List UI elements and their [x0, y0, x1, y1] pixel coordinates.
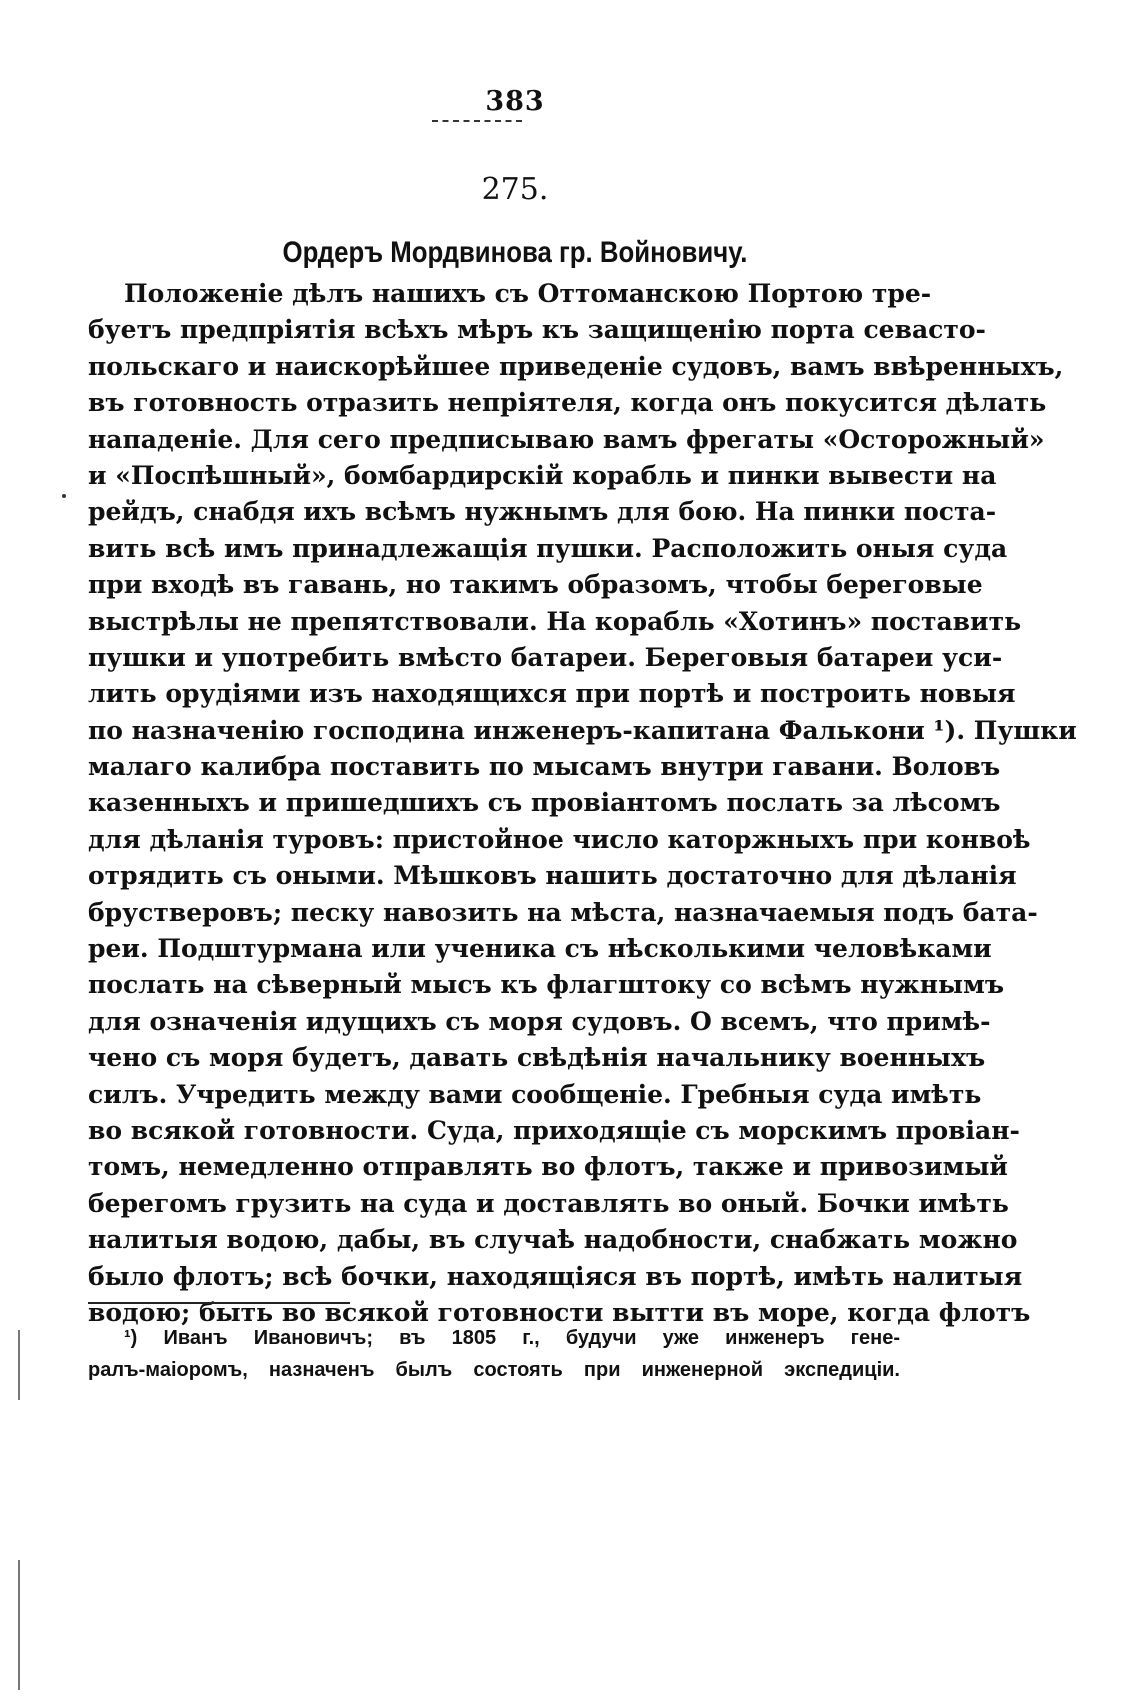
text-line: послать на сѣверный мысъ къ флагштоку со всѣмъ нужнымъ: [88, 970, 1005, 1000]
text-line: при входѣ въ гавань, но такимъ образомъ, чтобы береговые: [88, 570, 983, 600]
text-line: рейдъ, снабдя ихъ всѣмъ нужнымъ для бою. На пинки поста-: [88, 497, 997, 527]
page-number-rule: [432, 120, 522, 122]
text-line: томъ, немедленно отправлять во флотъ, также и привозимый: [88, 1152, 1008, 1182]
footnote-line: ралъ-маіоромъ, назначенъ былъ состоять при инженерной экспедиціи.: [88, 1359, 900, 1381]
text-line: отрядить съ оными. Мѣшковъ нашить достаточно для дѣланія: [88, 861, 1017, 891]
text-line: чено съ моря будетъ, давать свѣдѣнія начальнику военныхъ: [88, 1043, 986, 1073]
text-line: польскаго и наискорѣйшее приведеніе судовъ, вамъ ввѣренныхъ,: [88, 351, 1064, 381]
text-line: малаго калибра поставить по мысамъ внутри гавани. Воловъ: [88, 752, 1001, 782]
text-line: брустверовъ; песку навозить на мѣста, назначаемыя подъ бата-: [88, 897, 1038, 927]
text-line: налитыя водою, дабы, въ случаѣ надобности, снабжать можно: [88, 1225, 1018, 1255]
text-line: было флотъ; всѣ бочки, находящіяся въ портѣ, имѣть налитыя: [88, 1261, 1023, 1291]
footnote-line: ¹) Иванъ Ивановичъ; въ 1805 г., будучи уже инженеръ гене-: [124, 1327, 900, 1349]
document-number: 275.: [481, 172, 549, 207]
body-text: [88, 276, 1077, 1331]
text-line: реи. Подштурмана или ученика съ нѣсколькими человѣками: [88, 934, 992, 964]
text-line: пушки и употребить вмѣсто батареи. Береговыя батареи уси-: [88, 642, 1003, 672]
text-line: вить всѣ имъ принадлежащія пушки. Расположить оныя суда: [88, 533, 1008, 563]
text-line: во всякой готовности. Суда, приходящіе съ морскимъ провіан-: [88, 1115, 1020, 1145]
footnote-rule: [88, 1302, 350, 1304]
text-line: и «Поспѣшный», бомбардирскій корабль и пинки вывести на: [88, 460, 997, 490]
scan-edge-mark: [18, 1560, 20, 1690]
text-line: буетъ предпріятія всѣхъ мѣръ къ защищенію порта севасто-: [88, 315, 986, 345]
text-line: водою; быть во всякой готовности вытти въ море, когда флотъ: [88, 1297, 1031, 1327]
document-title: Ордеръ Мордвинова гр. Войновичу.: [282, 236, 748, 269]
text-line: по назначенію господина инженеръ-капитана Фалькони ¹). Пушки: [88, 715, 1077, 745]
page-number: 383: [485, 86, 545, 117]
text-line: нападеніе. Для сего предписываю вамъ фрегаты «Осторожный»: [88, 424, 1045, 454]
text-line: лить орудіями изъ находящихся при портѣ и построить новыя: [88, 679, 1016, 709]
text-line: для дѣланія туровъ: пристойное число каторжныхъ при конвоѣ: [88, 824, 1031, 854]
text-line: выстрѣлы не препятствовали. На корабль «Хотинъ» поставить: [88, 606, 1022, 636]
text-line: берегомъ грузить на суда и доставлять во оный. Бочки имѣть: [88, 1188, 1009, 1218]
footnote: [88, 1322, 900, 1386]
text-line: казенныхъ и пришедшихъ съ провіантомъ послать за лѣсомъ: [88, 788, 1001, 818]
text-line: Положеніе дѣлъ нашихъ съ Оттоманскою Портою тре-: [124, 279, 932, 308]
margin-mark: [62, 494, 66, 498]
scan-edge-mark: [18, 1330, 20, 1400]
text-line: въ готовность отразить непріятеля, когда онъ покусится дѣлать: [88, 388, 1047, 418]
text-line: для означенія идущихъ съ моря судовъ. О всемъ, что примѣ-: [88, 1006, 991, 1036]
text-line: силъ. Учредить между вами сообщеніе. Гребныя суда имѣть: [88, 1079, 982, 1109]
